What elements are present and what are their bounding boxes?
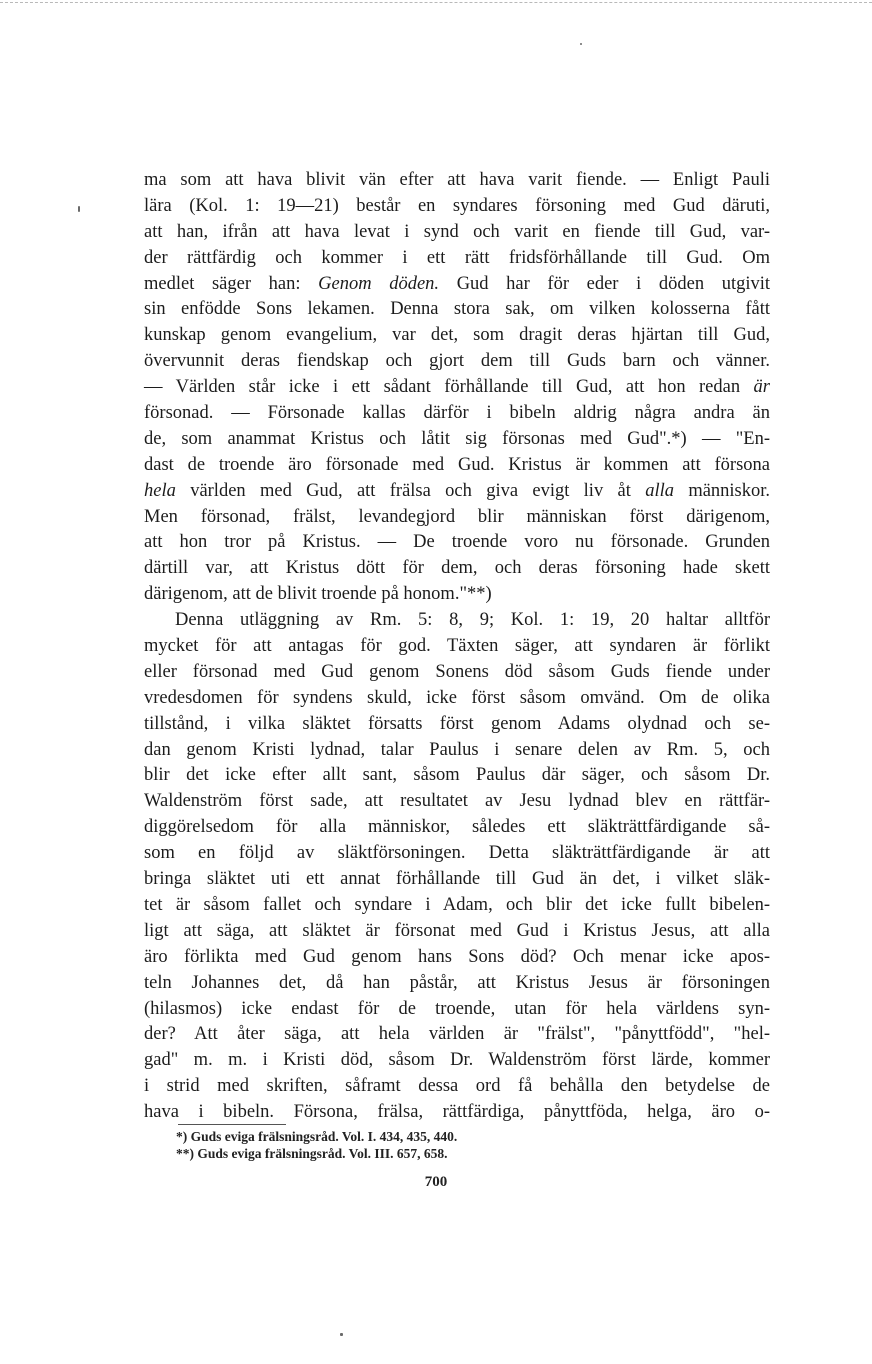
text-line: ma som att hava blivit vän efter att hava varit fiende. — Enligt Pauli xyxy=(144,170,770,190)
paragraph-start-line: Denna utläggning av Rm. 5: 8, 9; Kol. 1: 19, 20 haltar alltför xyxy=(175,610,770,631)
text-line: kunskap genom evangelium, var det, som dragit deras hjärtan till Gud, xyxy=(144,325,770,346)
scan-speck xyxy=(580,43,582,45)
text-line: teln Johannes det, då han påstår, att Kristus Jesus är försoningen xyxy=(144,972,770,993)
text-line: Waldenström först sade, att resultatet av Jesu lydnad blev en rättfär- xyxy=(144,791,770,812)
text-line: att hon tror på Kristus. — De troende voro nu försonade. Grunden xyxy=(144,532,770,553)
text-line: Men försonad, frälst, levandegjord blir människan först därigenom, xyxy=(144,506,770,527)
text-line: att han, ifrån att hava levat i synd och varit en fiende till Gud, var- xyxy=(144,221,770,242)
text-line: de, som anammat Kristus och låtit sig försonas med Gud".*) — "En- xyxy=(144,428,770,449)
text-line: diggörelsedom för alla människor, således ett släkträttfärdigande så- xyxy=(144,817,770,838)
text-line: eller försonad med Gud genom Sonens död såsom Guds fiende under xyxy=(144,661,770,682)
footnote-separator xyxy=(178,1124,286,1125)
text-run: Gud har för eder i döden utgivit xyxy=(456,273,771,294)
text-run: medlet säger han: xyxy=(144,273,301,294)
footnotes xyxy=(176,1128,676,1162)
text-line: der? Att åter säga, att hela världen är "frälst", "pånyttfödd", "hel- xyxy=(144,1024,770,1045)
text-run: — Världen står icke i ett sådant förhållande till Gud, att hon redan xyxy=(144,377,741,398)
text-line: dast de troende äro försonade med Gud. Kristus är kommen att försona xyxy=(144,454,770,475)
scan-speck xyxy=(340,1333,343,1336)
scan-speck xyxy=(78,206,80,212)
text-line: gad" m. m. i Kristi död, såsom Dr. Waldenström först lärde, kommer xyxy=(144,1050,770,1071)
text-line: blir det icke efter allt sant, såsom Paulus där säger, och såsom Dr. xyxy=(144,765,770,786)
text-run: världen med Gud, att frälsa och giva evigt liv åt xyxy=(190,480,631,501)
text-line-with-italic xyxy=(144,272,770,298)
text-line: (hilasmos) icke endast för de troende, utan för hela världens syn- xyxy=(144,998,770,1019)
text-line: försonad. — Försonade kallas därför i bibeln aldrig några andra än xyxy=(144,403,770,424)
italic-phrase: är xyxy=(753,377,770,398)
text-line: mycket för att antagas för god. Täxten säger, att syndaren är förlikt xyxy=(144,636,770,657)
footnote: *) Guds eviga frälsningsråd. Vol. I. 434, 435, 440. xyxy=(176,1129,458,1144)
scan-top-edge xyxy=(0,2,872,3)
italic-phrase: hela xyxy=(144,480,176,501)
text-line: därtill var, att Kristus dött för dem, och deras försoning hade skett xyxy=(144,558,770,579)
body-text xyxy=(144,168,770,1126)
italic-phrase: alla xyxy=(645,480,674,501)
text-line: äro förlikta med Gud genom hans Sons död? Och menar icke apos- xyxy=(144,946,770,967)
text-line: der rättfärdig och kommer i ett rätt fridsförhållande till Gud. Om xyxy=(144,247,770,268)
text-line-with-italic xyxy=(144,375,770,401)
text-run: människor. xyxy=(688,480,771,501)
text-line: lära (Kol. 1: 19—21) består en syndares försoning med Gud däruti, xyxy=(144,195,770,216)
italic-phrase: Genom döden. xyxy=(318,273,440,294)
text-line: övervunnit deras fiendskap och gjort dem till Guds barn och vänner. xyxy=(144,351,770,372)
text-line: i strid med skriften, såframt dessa ord få behålla den betydelse de xyxy=(144,1076,770,1097)
text-line: bringa släktet uti ett annat förhållande till Gud än det, i vilket släk- xyxy=(144,869,770,890)
text-line: därigenom, att de blivit troende på honom."**) xyxy=(144,584,492,605)
text-line: vredesdomen för syndens skuld, icke först såsom omvänd. Om de olika xyxy=(144,687,770,708)
text-line: ligt att säga, att släktet är försonat med Gud i Kristus Jesus, att alla xyxy=(144,920,770,941)
page-number: 700 xyxy=(424,1174,448,1190)
text-line: dan genom Kristi lydnad, talar Paulus i senare delen av Rm. 5, och xyxy=(144,739,770,760)
text-line: sin enfödde Sons lekamen. Denna stora sak, om vilken kolosserna fått xyxy=(144,299,770,320)
text-line: hava i bibeln. Försona, frälsa, rättfärdiga, pånyttföda, helga, äro o- xyxy=(144,1102,770,1123)
footnote: **) Guds eviga frälsningsråd. Vol. III. 657, 658. xyxy=(176,1146,448,1161)
text-line: som en följd av släktförsoningen. Detta släkträttfärdigande är att xyxy=(144,843,770,864)
text-line-with-italic xyxy=(144,479,770,505)
text-line: tet är såsom fallet och syndare i Adam, och blir det icke fullt bibelen- xyxy=(144,894,770,915)
text-line: tillstånd, i vilka släktet försatts först genom Adams olydnad och se- xyxy=(144,713,770,734)
